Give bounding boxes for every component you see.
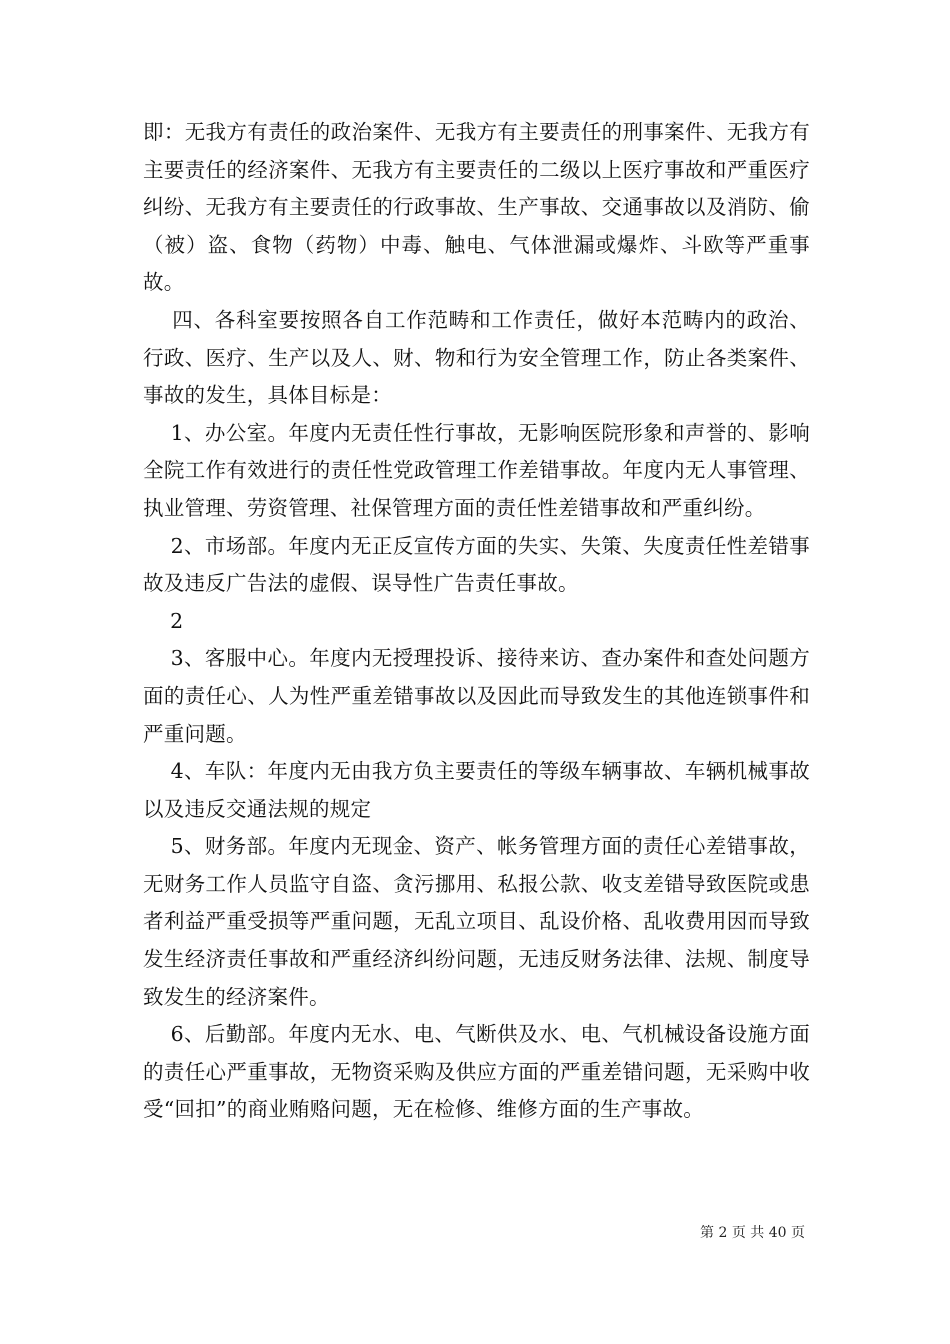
- page-number-footer: 第 2 页 共 40 页: [700, 1225, 805, 1241]
- paragraph-office: 1、办公室。年度内无责任性行事故，无影响医院形象和声誉的、影响全院工作有效进行的责任性党政管理工作差错事故。年度内无人事管理、执业管理、劳资管理、社保管理方面的责任性差错事故和严重纠纷。: [143, 420, 810, 520]
- paragraph-marketing: 2、市场部。年度内无正反宣传方面的失实、失策、失度责任性差错事故及违反广告法的虚假、误导性广告责任事故。: [143, 533, 810, 596]
- paragraph-section-four: 四、各科室要按照各自工作范畴和工作责任，做好本范畴内的政治、行政、医疗、生产以及人、财、物和行为安全管理工作，防止各类案件、事故的发生，具体目标是：: [143, 307, 810, 408]
- paragraph-page-marker: 2: [143, 608, 184, 633]
- paragraph-fleet: 4、车队：年度内无由我方负主要责任的等级车辆事故、车辆机械事故以及违反交通法规的规定: [143, 759, 810, 821]
- paragraph-logistics: 6、后勤部。年度内无水、电、气断供及水、电、气机械设备设施方面的责任心严重事故，无物资采购及供应方面的严重差错问题，无采购中收受“回扣”的商业贿赂问题，无在检修、维修方面的生产事故。: [143, 1022, 810, 1122]
- paragraph-customer-service: 3、客服中心。年度内无授理投诉、接待来访、查办案件和查处问题方面的责任心、人为性严重差错事故以及因此而导致发生的其他连锁事件和严重问题。: [143, 646, 810, 746]
- paragraph-intro: 即：无我方有责任的政治案件、无我方有主要责任的刑事案件、无我方有主要责任的经济案件、无我方有主要责任的二级以上医疗事故和严重医疗纠纷、无我方有主要责任的行政事故、生产事故、交通事故以及消防、偷（被）盗、食物（药物）中毒、触电、气体泄漏或爆炸、斗欧等严重事故。: [143, 120, 810, 295]
- paragraph-finance: 5、财务部。年度内无现金、资产、帐务管理方面的责任心差错事故，无财务工作人员监守自盗、贪污挪用、私报公款、收支差错导致医院或患者利益严重受损等严重问题，无乱立项目、乱设价格、乱收费用因而导致发生经济责任事故和严重经济纠纷问题，无违反财务法律、法规、制度导致发生的经济案件。: [143, 834, 810, 1009]
- document-body: [143, 114, 810, 1129]
